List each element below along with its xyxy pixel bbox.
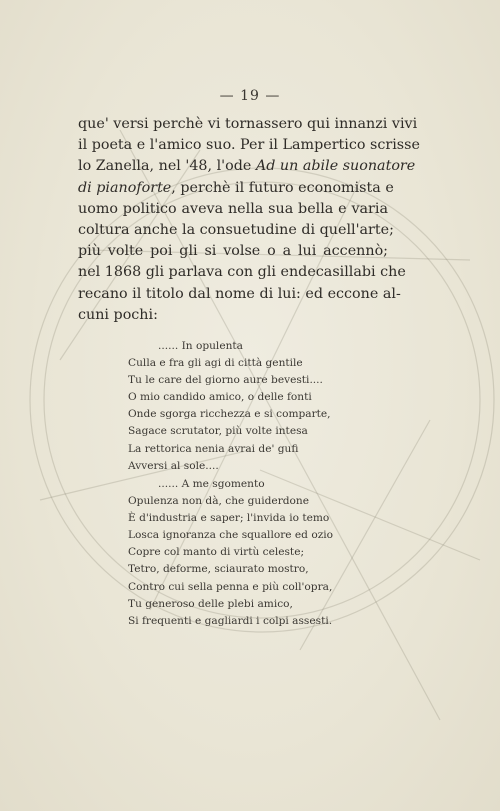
verse-line: Copre col manto di virtù celeste; xyxy=(128,546,305,559)
prose-paragraph xyxy=(78,114,420,326)
verse-line: ...... A me sgomento xyxy=(158,478,265,490)
prose-line: coltura anche la consuetudine di quell'arte; xyxy=(78,222,394,239)
prose-line xyxy=(78,178,394,199)
verse-line: La rettorica nenia avrai de' gufi xyxy=(128,442,299,455)
verse-quotation-two xyxy=(128,476,333,630)
prose-line-text: lo Zanella, nel '48, l'ode xyxy=(78,158,252,175)
prose-line: più volte poi gli si volse o a lui accennò; xyxy=(78,243,388,260)
verse-line: Onde sgorga ricchezza e si comparte, xyxy=(128,408,331,421)
verse-line: ...... In opulenta xyxy=(158,340,243,352)
verse-line: O mio candido amico, o delle fonti xyxy=(128,391,312,404)
verse-line: Culla e fra gli agi di città gentile xyxy=(128,357,303,370)
verse-quotation-one xyxy=(128,338,331,475)
ode-title: Ad un abile suonatore xyxy=(255,158,416,175)
verse-line: Si frequenti e gagliardi i colpi assesti. xyxy=(128,614,333,627)
verse-line: Tu le care del giorno aure bevesti.... xyxy=(128,374,323,387)
prose-line: uomo politico aveva nella sua bella e varia xyxy=(78,200,388,217)
verse-line: Losca ignoranza che squallore ed ozio xyxy=(128,529,334,542)
page-number: — 19 — xyxy=(219,88,281,104)
prose-line: cuni pochi: xyxy=(78,306,158,323)
ode-title-continued: di pianoforte xyxy=(78,179,172,196)
verse-line: Tu generoso delle plebi amico, xyxy=(128,597,293,610)
verse-line: Avversi al sole.... xyxy=(128,459,219,472)
prose-line: il poeta e l'amico suo. Per il Lampertico scrisse xyxy=(78,137,420,154)
prose-line: nel 1868 gli parlava con gli endecasillabi che xyxy=(78,264,406,281)
prose-line-text: , perchè il futuro economista e xyxy=(171,179,394,196)
prose-line: que' versi perchè vi tornassero qui innanzi vivi xyxy=(78,116,418,132)
prose-line: recano il titolo dal nome di lui: ed eccone al- xyxy=(78,285,401,302)
verse-line: È d'industria e saper; l'invida io temo xyxy=(128,512,330,525)
verse-line: Tetro, deforme, sciaurato mostro, xyxy=(128,563,309,576)
verse-line: Opulenza non dà, che guiderdone xyxy=(128,495,310,508)
verse-line: Contro cui sella penna e più coll'opra, xyxy=(128,580,333,593)
prose-line xyxy=(78,156,416,177)
verse-line: Sagace scrutator, più volte intesa xyxy=(128,425,308,438)
